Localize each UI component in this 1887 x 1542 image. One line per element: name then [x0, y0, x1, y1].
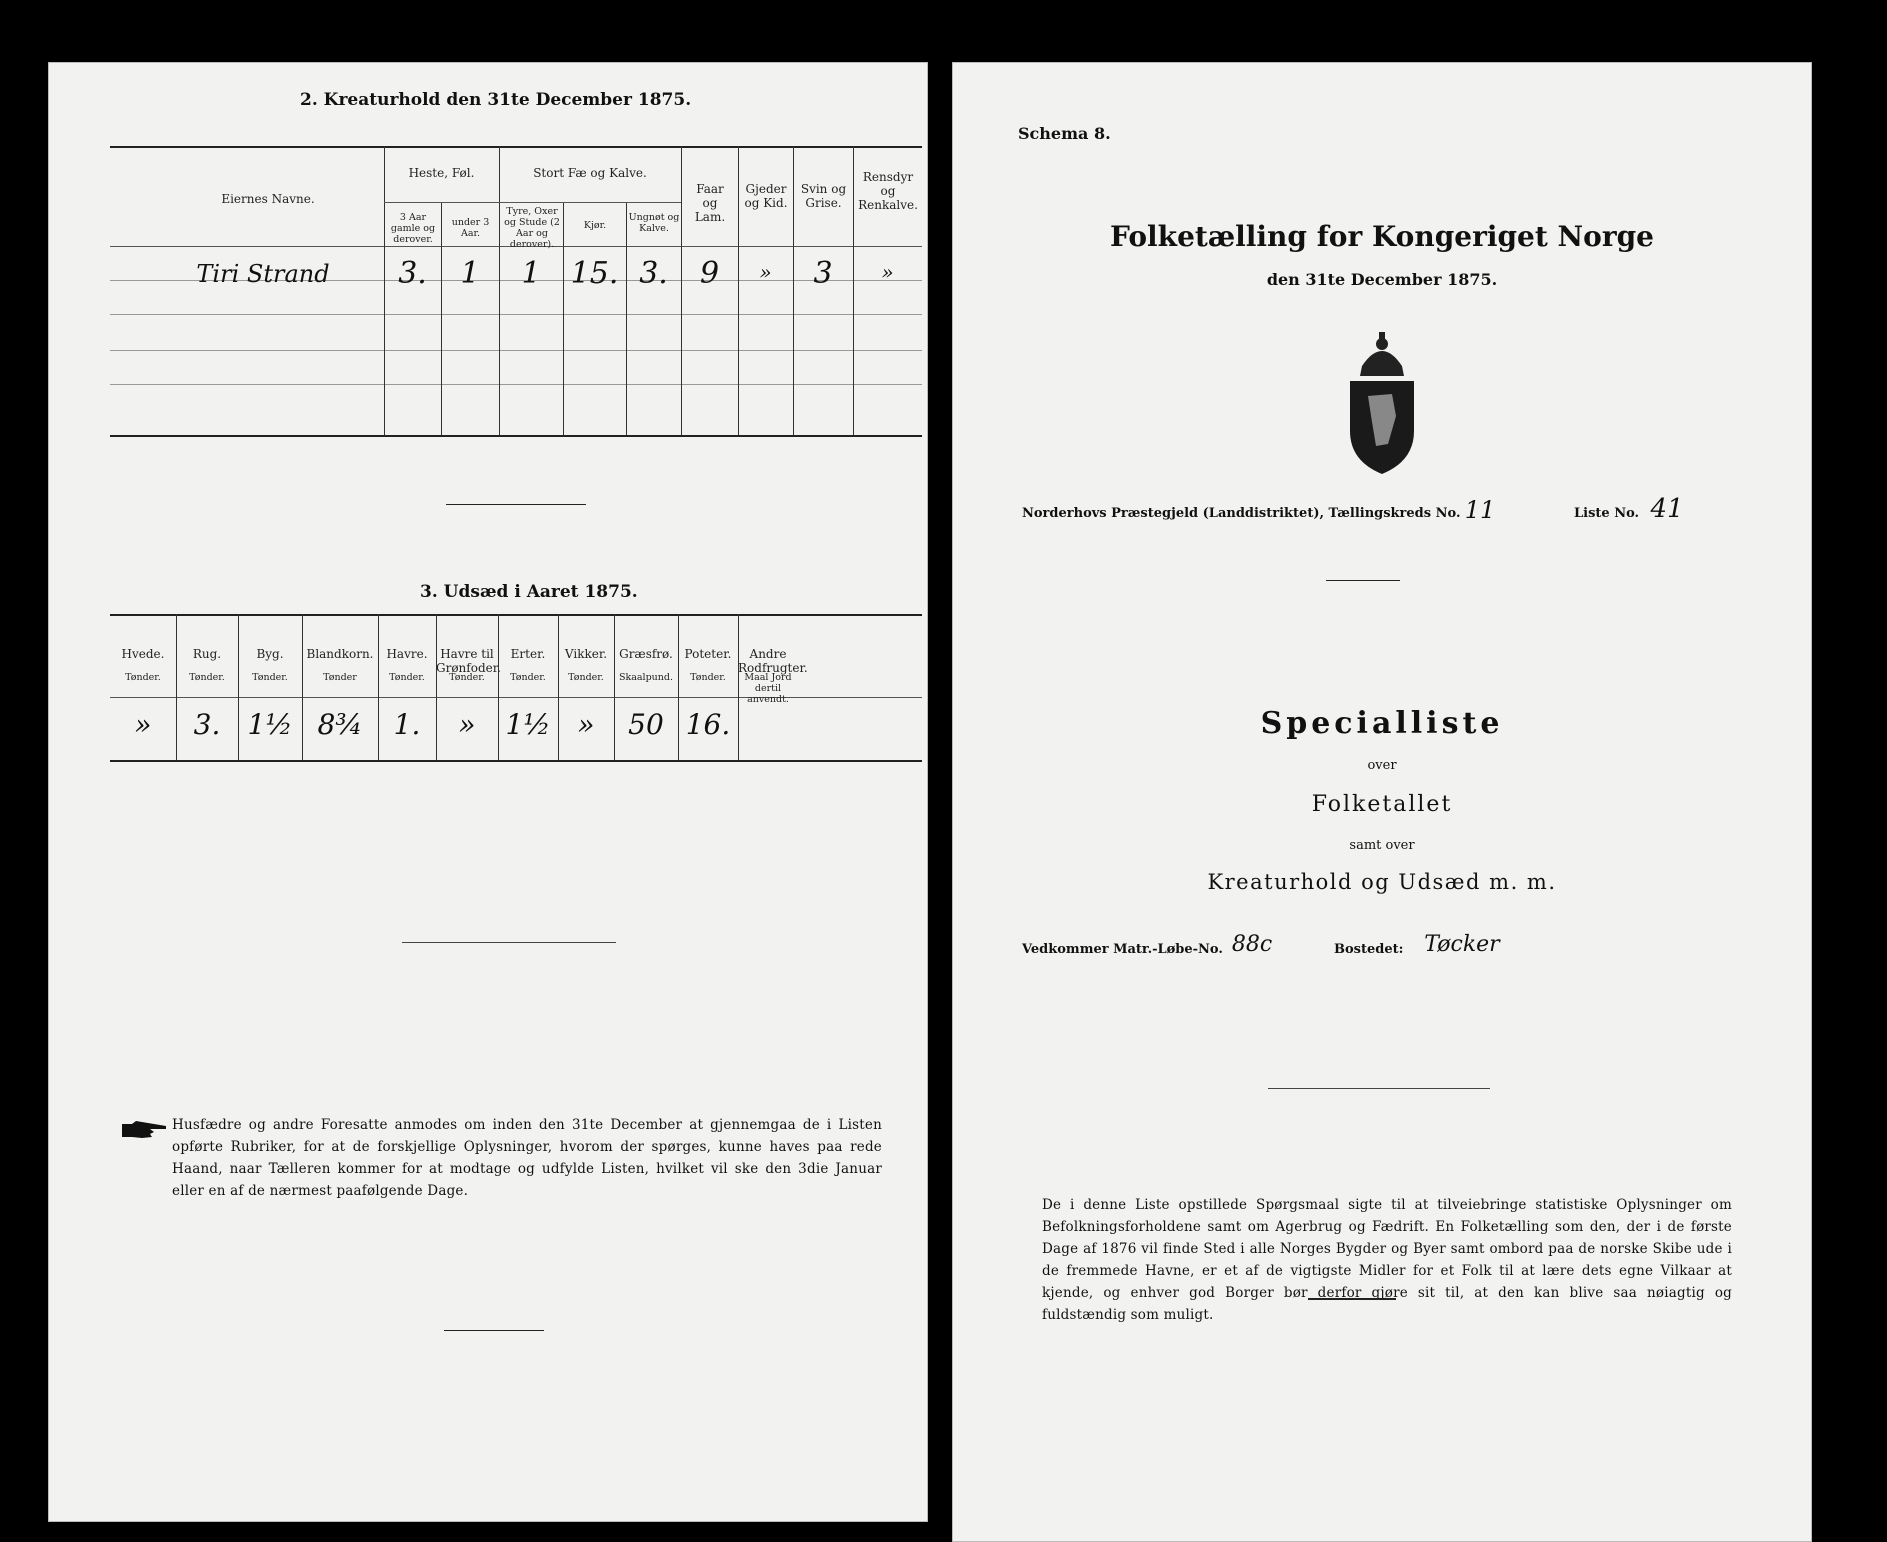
right-page	[952, 62, 1812, 1542]
cows-header: Kjør.	[583, 220, 607, 231]
owner-name-value: Tiri Strand	[196, 260, 330, 288]
specialliste-heading: Specialliste	[1260, 706, 1504, 741]
udsaed-col-unit: Tønder.	[252, 672, 288, 683]
udsaed-col-header: Hvede.	[121, 647, 165, 661]
reindeer-header: Rensdyr og Renkalve.	[858, 170, 918, 212]
table2-col-divider	[738, 146, 739, 435]
table3-col-divider	[678, 614, 679, 760]
schema-label: Schema 8.	[1018, 124, 1111, 143]
young-cattle-header: Ungnøt og Kalve.	[628, 212, 680, 234]
udsaed-col-unit: Maal Jord dertil anvendt.	[744, 672, 792, 705]
udsaed-col-unit: Tønder.	[568, 672, 604, 683]
udsaed-col-header: Blandkorn.	[306, 647, 374, 661]
horses-young-value: 1	[460, 256, 480, 291]
table3-bottom-rule	[110, 760, 922, 762]
pointing-hand-icon	[120, 1118, 170, 1142]
liste-number: 41	[1650, 494, 1684, 524]
bosted-label: Bostedet:	[1334, 942, 1404, 957]
notice-text: Husfædre og andre Foresatte anmodes om inden den 31te December at gjennemgaa de i Listen opførte Rubriker, for at de forskjellige Oplysninger, hvorom der spørges, kunne haves paa rede Haand, naar Tælleren kommer for at modtage og udfylde Listen, hvilket vil ske den 3die Januar eller en af de nærmest paafølgende Dage.	[172, 1117, 882, 1199]
table3-col-divider	[614, 614, 615, 760]
table3-top-rule	[110, 614, 922, 616]
bosted-value: Tøcker	[1424, 932, 1500, 957]
udsaed-col-header: Andre Rodfrugter.	[738, 647, 808, 675]
separator-rule	[1326, 580, 1400, 581]
udsaed-value: 16.	[685, 708, 731, 741]
parish-label: Norderhovs Præstegjeld (Landdistriktet), Tællingskreds No.	[1022, 506, 1461, 521]
footer-text: De i denne Liste opstillede Spørgsmaal sigte til at tilveiebringe statistiske Oplysninger om Befolkningsforholdene samt om Agerbrug og Fædrift. En Folketælling som den, der i de første Dage af 1876 vil finde Sted i alle Norges Bygder og Byer samt ombord paa de norske Skibe ude i de fremmede Havne, er et af de vigtigste Midler for et Folk til at lære dets egne Vilkaar at kjende, og enhver god Borger bør derfor gjøre sit til, at den kan blive saa nøiagtig og fuldstændig som muligt.	[1042, 1197, 1732, 1323]
table2-group-rule	[384, 202, 681, 203]
census-title: Folketælling for Kongeriget Norge	[1110, 220, 1654, 253]
table3-col-divider	[378, 614, 379, 760]
bulls-header: Tyre, Oxer og Stude (2 Aar og derover).	[504, 206, 560, 250]
udsaed-col-header: Erter.	[510, 647, 546, 661]
matr-value: 88c	[1231, 932, 1273, 957]
sheep-header: Faar og Lam.	[694, 182, 726, 224]
udsaed-value: 3.	[193, 708, 221, 741]
udsaed-col-header: Havre.	[386, 647, 428, 661]
pigs-value: 3	[813, 256, 833, 291]
udsaed-col-unit: Tønder.	[449, 672, 485, 683]
udsaed-value: 1½	[505, 708, 551, 741]
udsaed-col-unit: Tønder.	[510, 672, 546, 683]
udsaed-value: »	[458, 708, 476, 741]
udsaed-col-unit: Tønder.	[125, 672, 161, 683]
cattle-group-header: Stort Fæ og Kalve.	[533, 166, 647, 180]
table2-row-rule	[110, 350, 922, 351]
table2-bottom-rule	[110, 435, 922, 437]
separator-rule	[444, 1330, 544, 1331]
goats-header: Gjeder og Kid.	[744, 182, 788, 210]
table2-row-rule	[110, 314, 922, 315]
separator-rule	[446, 504, 586, 505]
udsaed-col-header: Rug.	[192, 647, 222, 661]
sheep-value: 9	[699, 256, 720, 291]
left-page	[48, 62, 928, 1522]
section2-title: 2. Kreaturhold den 31te December 1875.	[300, 90, 692, 110]
table2-col-divider	[563, 202, 564, 435]
udsaed-col-unit: Tønder.	[389, 672, 425, 683]
table2-top-rule	[110, 146, 922, 148]
separator-rule	[402, 942, 616, 943]
liste-label: Liste No.	[1574, 506, 1640, 521]
matr-label: Vedkommer Matr.-Løbe-No.	[1022, 942, 1223, 957]
table2-col-divider	[626, 202, 627, 435]
horses-young-header: under 3 Aar.	[451, 217, 490, 239]
udsaed-col-header: Poteter.	[684, 647, 732, 661]
section3-title: 3. Udsæd i Aaret 1875.	[420, 582, 638, 602]
table3-col-divider	[436, 614, 437, 760]
kreds-number: 11	[1464, 496, 1496, 524]
owner-header: Eiernes Navne.	[221, 192, 315, 206]
horses-old-header: 3 Aar gamle og derover.	[390, 212, 436, 245]
table2-row-rule	[110, 384, 922, 385]
coat-of-arms-icon	[1332, 326, 1432, 476]
table3-col-divider	[176, 614, 177, 760]
table3-col-divider	[238, 614, 239, 760]
kreaturhold-heading: Kreaturhold og Udsæd m. m.	[1207, 870, 1557, 894]
table3-col-divider	[302, 614, 303, 760]
young-cattle-value: 3.	[639, 256, 668, 291]
udsaed-value: 1½	[247, 708, 293, 741]
udsaed-col-header: Vikker.	[564, 647, 608, 661]
udsaed-value: 50	[628, 708, 664, 741]
bulls-value: 1	[521, 256, 541, 291]
udsaed-value: »	[134, 708, 152, 741]
udsaed-col-unit: Skaalpund.	[618, 672, 674, 683]
separator-rule	[1268, 1088, 1490, 1089]
udsaed-col-header: Havre til Grønfoder.	[436, 647, 501, 675]
table3-col-divider	[498, 614, 499, 760]
table3-col-divider	[738, 614, 739, 760]
pigs-header: Svin og Grise.	[800, 182, 847, 210]
census-date: den 31te December 1875.	[1266, 270, 1498, 289]
samt-over-label: samt over	[1349, 838, 1415, 853]
udsaed-value: »	[577, 708, 595, 741]
udsaed-col-unit: Tønder	[323, 672, 357, 683]
folketallet-heading: Folketallet	[1311, 792, 1453, 817]
udsaed-col-header: Græsfrø.	[619, 647, 673, 661]
udsaed-col-unit: Tønder.	[189, 672, 225, 683]
udsaed-value: 8¾	[317, 708, 363, 741]
cows-value: 15.	[570, 256, 619, 291]
udsaed-col-header: Byg.	[256, 647, 284, 661]
udsaed-value: 1.	[393, 708, 421, 741]
udsaed-col-unit: Tønder.	[690, 672, 726, 683]
reindeer-value: »	[881, 260, 894, 284]
horses-old-value: 3.	[398, 256, 427, 291]
separator-rule	[1308, 1298, 1396, 1300]
table3-header-rule	[110, 697, 922, 698]
table3-col-divider	[558, 614, 559, 760]
goats-value: »	[759, 260, 772, 284]
over-label: over	[1367, 758, 1397, 773]
horses-group-header: Heste, Føl.	[408, 166, 475, 180]
